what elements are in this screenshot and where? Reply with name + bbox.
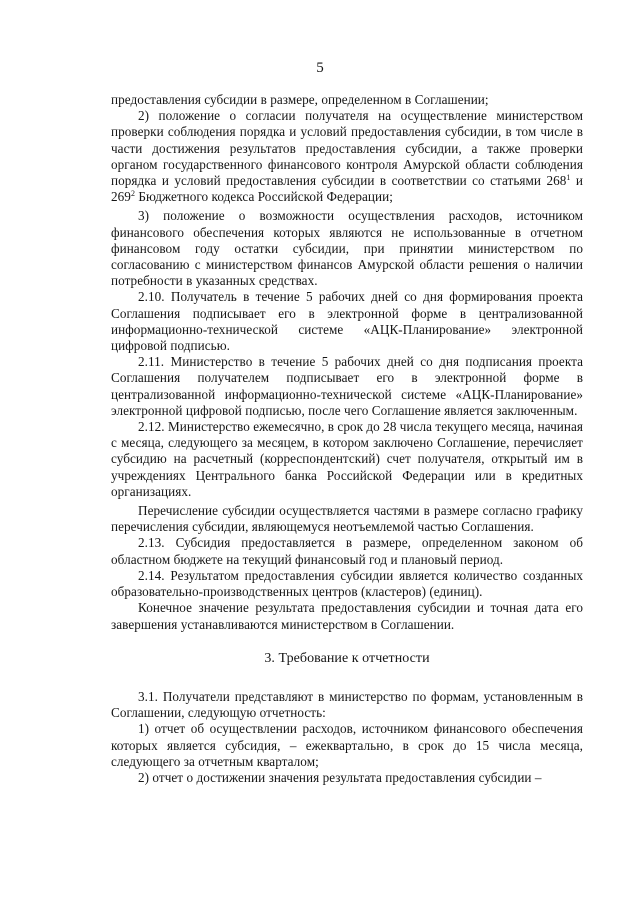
paragraph: 2) отчет о достижении значения результата предоставления субсидии –	[138, 769, 542, 785]
paragraph: Перечисление субсидии осуществляется частями в размере согласно графику перечисления субсидии, являющемуся неотъемлемой частью Соглашения.	[111, 503, 583, 535]
paragraph: 2.11. Министерство в течение 5 рабочих дней со дня подписания проекта Соглашения получателем подписывает его в электронной форме в централизованной информационно-технической системе «АЦК-Планирование» электронной цифровой подписью, после чего Соглашение является заключенным.	[111, 354, 583, 418]
superscript: 2	[130, 189, 135, 199]
paragraph: 3.1. Получатели представляют в министерство по формам, установленным в Соглашении, следующую отчетность:	[111, 688, 583, 721]
paragraph: 2.13. Субсидия предоставляется в размере, определенном законом об областном бюджете на текущий финансовый год и плановый период.	[111, 535, 583, 567]
paragraph-text: и 269	[111, 173, 583, 205]
paragraph: 1) отчет об осуществлении расходов, источником финансового обеспечения которых является субсидия, – ежеквартально, в срок до 15 числа месяца, следующего за отчетным кварталом;	[111, 721, 583, 769]
paragraph-supervision	[111, 108, 583, 205]
paragraph: 2.12. Министерство ежемесячно, в срок до 28 числа текущего месяца, начиная с месяца, следующего за месяцем, в котором заключено Соглашение, перечисляет субсидию на расчетный (корреспондентский) счет получателя, открытый им в учреждениях Центрального банка Российской Федерации или в кредитных организациях.	[111, 419, 583, 499]
paragraph: Конечное значение результата предоставления субсидии и точная дата его завершения устанавливаются министерством в Соглашении.	[111, 600, 583, 632]
superscript: 1	[566, 173, 571, 183]
page-number: 5	[316, 60, 324, 76]
paragraph-text: Бюджетного кодекса Российской Федерации;	[135, 189, 393, 205]
paragraph: 3) положение о возможности осуществления расходов, источником финансового обеспечения которых являются не использованные в отчетном финансовом году остатки субсидии, при принятии министерством по согласованию с министерством финансов Амурской области решения о наличии потребности в указанных средствах.	[111, 208, 583, 289]
document-body	[111, 92, 583, 786]
paragraph: 2.10. Получатель в течение 5 рабочих дней со дня формирования проекта Соглашения подписывает его в электронной форме в централизованной информационно-технической системе «АЦК-Планирование» электронной цифровой подписью.	[111, 289, 583, 354]
section-heading: 3. Требование к отчетности	[264, 650, 430, 666]
paragraph: 2.14. Результатом предоставления субсидии является количество созданных образовательно-производственных центров (кластеров) (единиц).	[111, 567, 583, 600]
paragraph-text: 2) положение о согласии получателя на осуществление министерством проверки соблюдения порядка и условий предоставления субсидии, в том числе в части достижения результатов предоставления субсидии, а также проверки органом государственного финансового контроля Амурской области соблюдения порядка и условий предоставления субсидии в соответствии со статьями 268	[111, 108, 583, 189]
paragraph: предоставления субсидии в размере, определенном в Соглашении;	[111, 92, 489, 107]
